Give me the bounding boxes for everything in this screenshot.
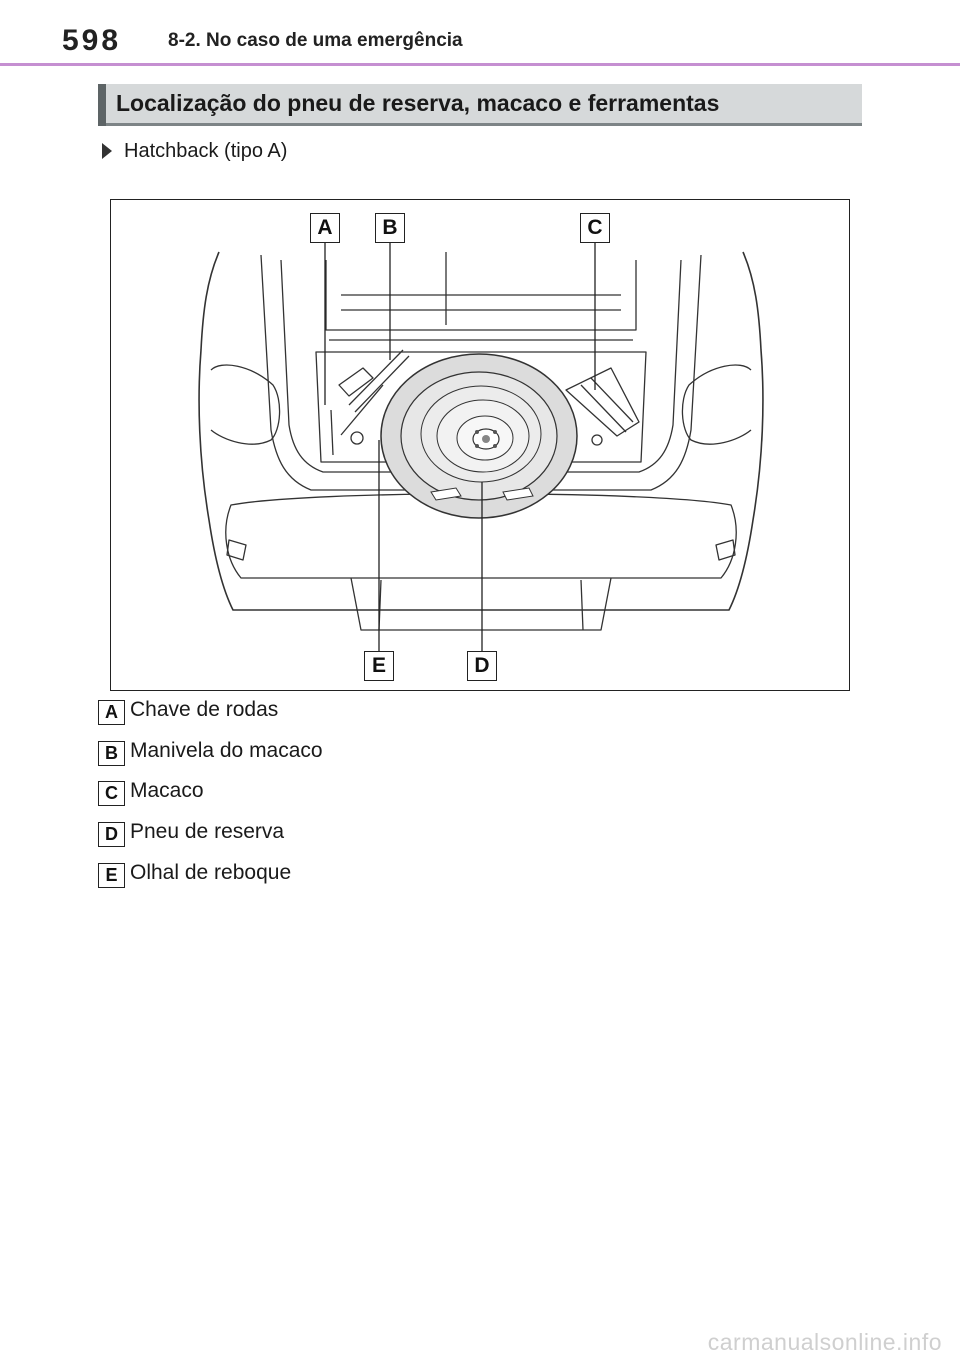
legend-tag: C (98, 781, 125, 806)
section-heading-text: Localização do pneu de reserva, macaco e ferramentas (116, 90, 720, 116)
spare-tire-drawing (381, 354, 577, 518)
callout-b: B (375, 213, 405, 243)
variant-label (102, 140, 287, 163)
legend-tag: B (98, 741, 125, 766)
header-rule (0, 63, 960, 66)
legend-label: Pneu de reserva (130, 820, 285, 844)
legend-label: Olhal de reboque (130, 860, 292, 884)
legend-label: Manivela do macaco (130, 738, 323, 762)
callout-e: E (364, 651, 394, 681)
legend-label: Chave de rodas (130, 698, 279, 721)
variant-text: Hatchback (tipo A) (124, 140, 288, 162)
section-heading (98, 84, 862, 126)
trunk-illustration (110, 199, 850, 691)
callout-d: D (467, 651, 497, 681)
page-number: 598 (62, 24, 122, 57)
callout-c: C (580, 213, 610, 243)
legend-label: Macaco (130, 779, 204, 803)
legend-tag: A (98, 700, 125, 725)
watermark: carmanualsonline.info (707, 1329, 942, 1355)
chapter-title: 8-2. No caso de uma emergência (168, 30, 463, 51)
legend-tag: D (98, 822, 125, 847)
car-rear-drawing (111, 200, 851, 692)
triangle-bullet-icon (102, 143, 112, 159)
callout-a: A (310, 213, 340, 243)
section-heading-bar (98, 84, 106, 126)
legend-tag: E (98, 863, 125, 888)
